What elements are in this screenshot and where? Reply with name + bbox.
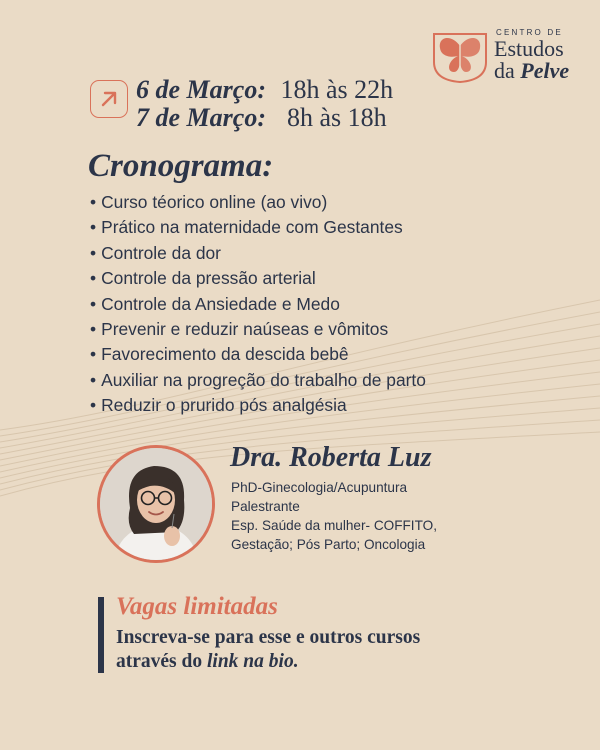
vagas-line-2: [116, 650, 420, 674]
date-row: [136, 104, 393, 132]
credential-line: PhD-Ginecologia/Acupuntura: [231, 480, 408, 495]
vagas-text: [116, 626, 420, 674]
brand-logo: [432, 26, 582, 88]
list-item: • Favorecimento da descida bebê: [90, 342, 426, 367]
list-item: • Controle da dor: [90, 241, 426, 266]
accent-bar: [98, 597, 104, 673]
cronograma-list: [90, 190, 426, 419]
logo-line-2-emph: Pelve: [520, 58, 570, 83]
vagas-line-1: Inscreva-se para esse e outros cursos: [116, 627, 421, 648]
speaker-photo: [97, 445, 215, 563]
date-time: 18h às 22h: [280, 75, 394, 104]
speaker-name: Dra. Roberta Luz: [230, 442, 432, 473]
logo-line-2-prefix: da: [494, 58, 515, 83]
credential-line: Gestação; Pós Parto; Oncologia: [231, 537, 426, 552]
arrow-up-right-icon: [90, 80, 128, 118]
date-row: [136, 76, 393, 104]
date-day: 7 de Março:: [136, 103, 266, 132]
date-time: 8h às 18h: [280, 103, 387, 132]
credential-line: Esp. Saúde da mulher- COFFITO,: [231, 518, 437, 533]
list-item: • Curso téorico online (ao vivo): [90, 190, 426, 215]
logo-small-text: CENTRO DE: [496, 28, 563, 37]
logo-line-1: Estudos: [494, 36, 564, 61]
list-item: • Prevenir e reduzir naúseas e vômitos: [90, 317, 426, 342]
list-item: • Controle da Ansiedade e Medo: [90, 292, 426, 317]
vagas-line-2-prefix: através do: [116, 651, 207, 672]
credential-line: Palestrante: [231, 499, 300, 514]
cronograma-title: Cronograma:: [88, 148, 274, 184]
vagas-title: Vagas limitadas: [116, 593, 278, 620]
speaker-portrait-icon: [100, 448, 212, 560]
list-item: • Reduzir o prurido pós analgésia: [90, 393, 426, 418]
link-na-bio-text: link na bio.: [207, 651, 299, 672]
butterfly-icon: [432, 28, 488, 84]
date-day: 6 de Março:: [136, 75, 266, 104]
list-item: • Controle da pressão arterial: [90, 266, 426, 291]
logo-line-2: [494, 60, 569, 82]
arrow-badge: [90, 80, 128, 118]
list-item: • Prático na maternidade com Gestantes: [90, 215, 426, 240]
event-dates: [136, 76, 393, 132]
speaker-credentials: [231, 478, 437, 554]
list-item: • Auxiliar na progreção do trabalho de parto: [90, 368, 426, 393]
